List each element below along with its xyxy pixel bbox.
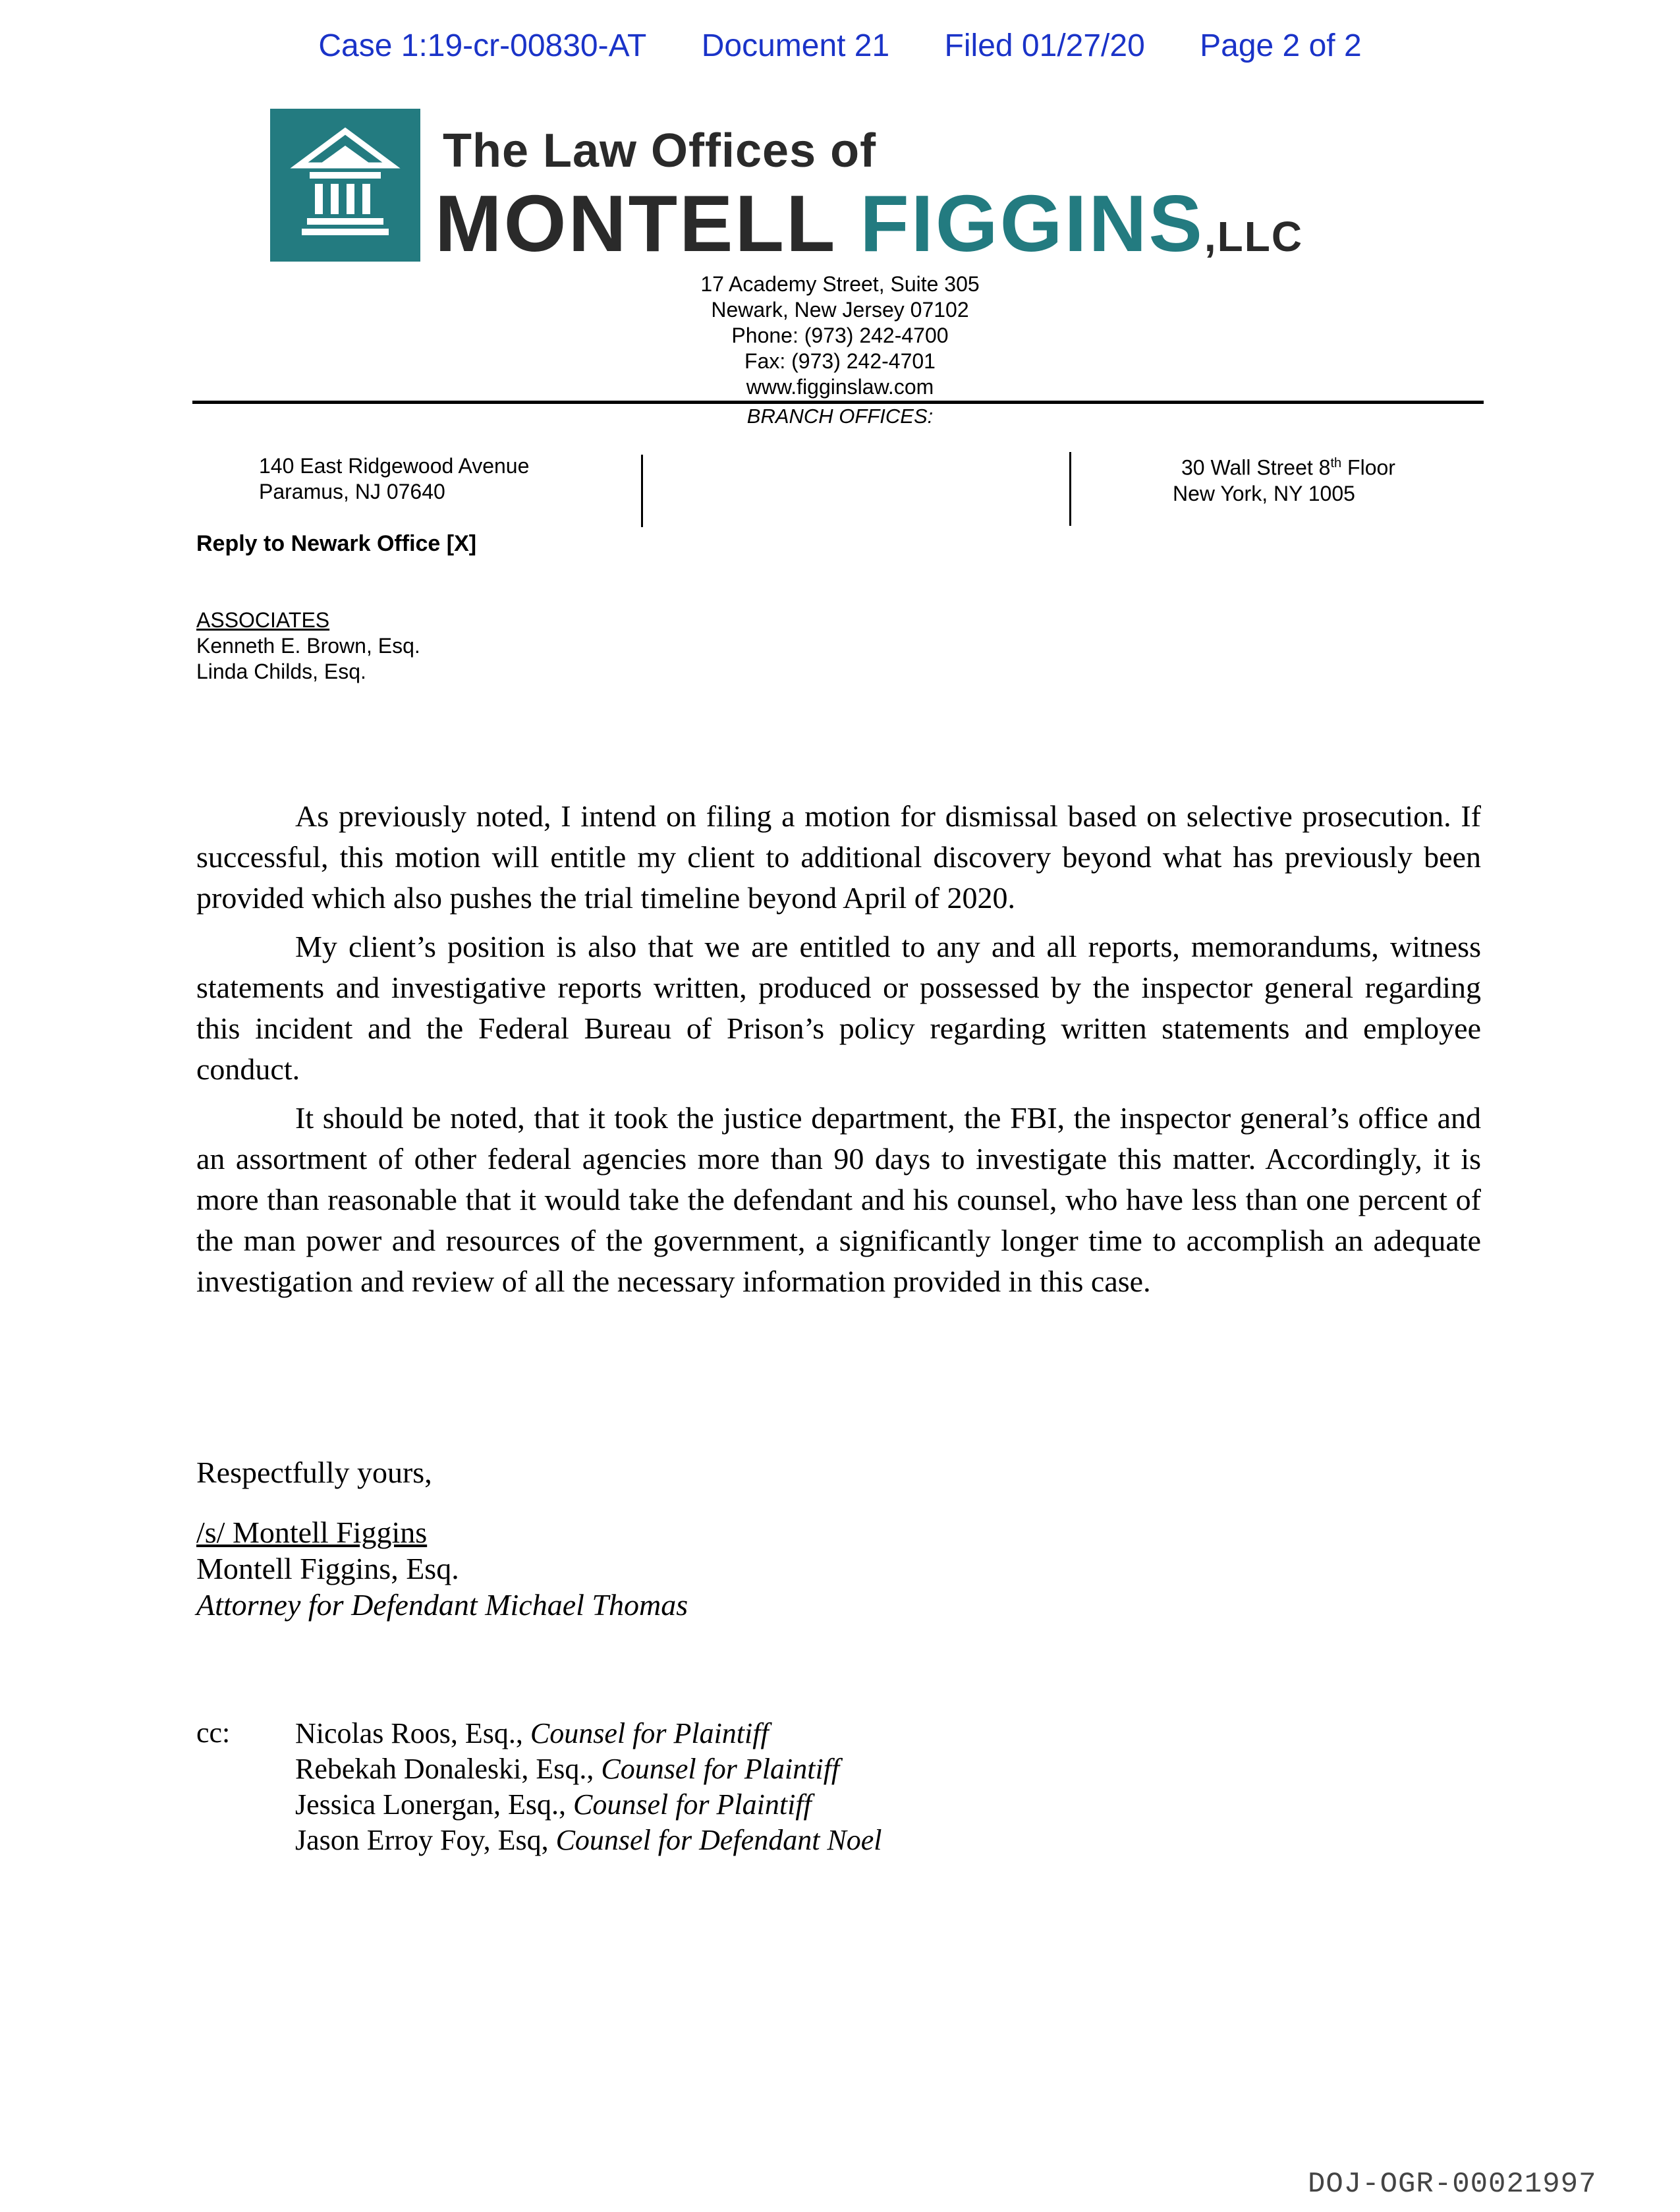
cc-recipient: Jessica Lonergan, Esq., Counsel for Plaintiff [295, 1788, 812, 1821]
cc-recipients [295, 1716, 882, 1858]
branch-divider-right [1069, 452, 1071, 526]
signer-role: Attorney for Defendant Michael Thomas [196, 1588, 688, 1622]
cc-recipient: Nicolas Roos, Esq., Counsel for Plaintiff [295, 1717, 769, 1749]
associate-name: Kenneth E. Brown, Esq. [196, 634, 420, 658]
branch-right-city: New York, NY 1005 [1173, 481, 1355, 505]
logo-name-montell: MONTELL [435, 179, 836, 268]
closing-salutation: Respectfully yours, [196, 1456, 432, 1489]
cc-recipient: Jason Erroy Foy, Esq, Counsel for Defendant Noel [295, 1824, 882, 1856]
court-filing-header [0, 28, 1680, 64]
branch-offices-label: BRANCH OFFICES: [746, 405, 934, 428]
page-number: Page 2 of 2 [1200, 28, 1362, 63]
bates-number: DOJ-OGR-00021997 [1308, 2168, 1597, 2201]
letter-body [196, 796, 1481, 1310]
address-website: www.figginslaw.com [746, 375, 934, 399]
letter-paragraph: As previously noted, I intend on filing a motion for dismissal based on selective prosecution. If successful, this motion will entitle my client to additional discovery beyond what has previously been provided which also pushes the trial timeline beyond April of 2020. [196, 799, 1481, 915]
document-number: Document 21 [701, 28, 890, 63]
letter-paragraph: It should be noted, that it took the justice department, the FBI, the inspector general’s office and an assortment of other federal agencies more than 90 days to investigate this matter. Accordingly, it is more than reasonable that it would take the defendant and his counsel, who have less than one percent of the man power and resources of the government, a significantly longer time to accomplish an adequate investigation and review of all the necessary information provided in this case. [196, 1101, 1481, 1298]
case-number: Case 1:19-cr-00830-AT [318, 28, 647, 63]
courthouse-icon [270, 109, 420, 262]
logo-name-figgins: FIGGINS [860, 179, 1204, 268]
associate-name: Linda Childs, Esq. [196, 660, 366, 683]
address-phone: Phone: (973) 242-4700 [731, 324, 949, 347]
branch-right-street: 30 Wall Street 8th Floor [1181, 455, 1395, 480]
logo-suffix: ,LLC [1204, 213, 1304, 260]
electronic-signature: /s/ Montell Figgins [196, 1516, 428, 1549]
reply-to-office: Reply to Newark Office [X] [196, 531, 477, 556]
branch-office-new-york [1173, 451, 1395, 507]
address-street: 17 Academy Street, Suite 305 [700, 272, 980, 296]
branch-left-city: Paramus, NJ 07640 [259, 480, 445, 503]
address-city: Newark, New Jersey 07102 [711, 298, 969, 322]
branch-office-paramus [259, 453, 529, 505]
cc-label: cc: [196, 1716, 231, 1749]
associates-list [196, 608, 420, 685]
logo-tagline: The Law Offices of [443, 125, 877, 177]
signature-block [196, 1514, 688, 1623]
branch-divider-left [641, 455, 643, 527]
logo-firm-name [435, 179, 1304, 268]
address-fax: Fax: (973) 242-4701 [744, 349, 936, 373]
associates-heading: ASSOCIATES [196, 608, 330, 632]
main-office-address [0, 271, 1680, 400]
branch-left-street: 140 East Ridgewood Avenue [259, 454, 530, 478]
header-divider [192, 401, 1484, 404]
filed-date: Filed 01/27/20 [944, 28, 1145, 63]
cc-recipient: Rebekah Donaleski, Esq., Counsel for Plaintiff [295, 1753, 840, 1785]
signer-name: Montell Figgins, Esq. [196, 1552, 459, 1585]
letter-paragraph: My client’s position is also that we are entitled to any and all reports, memorandums, witness statements and investigative reports written, produced or possessed by the inspector general regarding this incident and the Federal Bureau of Prison’s policy regarding written statements and employee conduct. [196, 930, 1481, 1086]
